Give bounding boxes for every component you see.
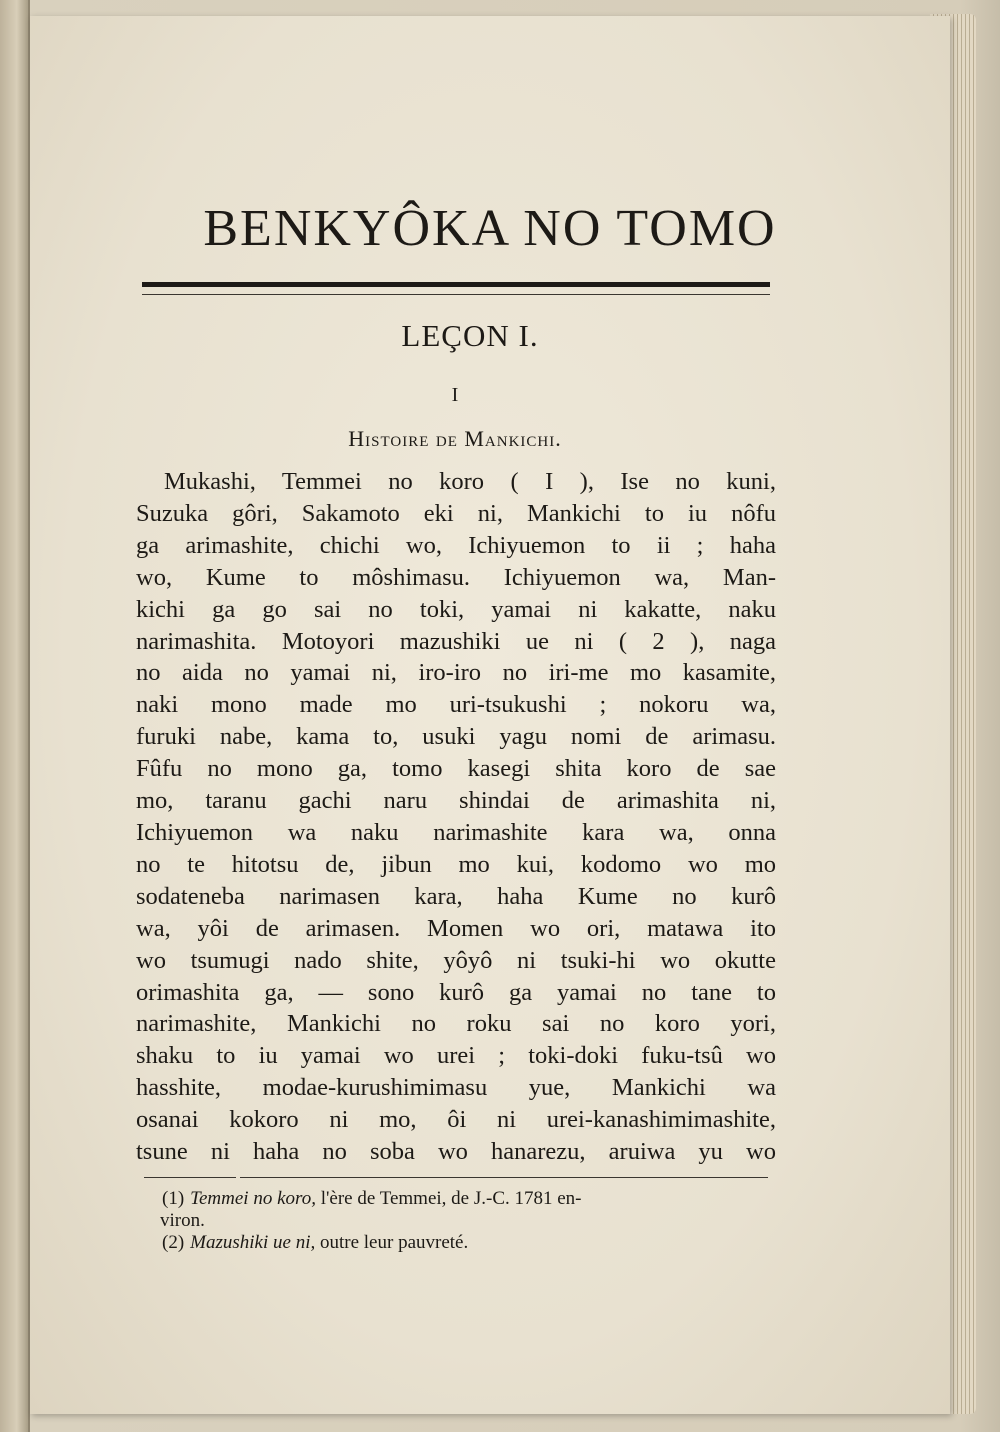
- section-title: Histoire de Mankichi.: [348, 426, 562, 451]
- body-line: naki mono made mo uri-tsukushi ; nokoru wa,: [136, 691, 776, 719]
- footnote-text: outre leur pauvreté.: [319, 1232, 469, 1253]
- footnote-1: [162, 1188, 777, 1210]
- body-line: narimashite, Mankichi no roku sai no koro yori,: [136, 1010, 776, 1038]
- footnote-mark: (2): [162, 1232, 185, 1253]
- body-line: orimashita ga, — sono kurô ga yamai no tane to: [136, 978, 776, 1006]
- footnote-2: [162, 1232, 777, 1254]
- body-line: mo, taranu gachi naru shindai de arimashita ni,: [136, 787, 776, 815]
- footnote-text: l'ère de Temmei, de J.-C. 1781 en-: [320, 1188, 582, 1209]
- lesson-heading: LEÇON I.: [401, 318, 539, 353]
- title-rule-thick: [142, 282, 770, 287]
- body-line: shaku to iu yamai wo urei ; toki-doki fuku-tsû wo: [136, 1042, 776, 1070]
- footnotes: [162, 1188, 777, 1254]
- body-line: Ichiyuemon wa naku narimashite kara wa, onna: [136, 818, 776, 846]
- body-line: sodateneba narimasen kara, haha Kume no kurô: [136, 882, 776, 910]
- body-line: wa, yôi de arimasen. Momen wo ori, matawa ito: [136, 914, 776, 942]
- footnote-term: Temmei no koro,: [190, 1188, 316, 1209]
- body-line: ga arimashite, chichi wo, Ichiyuemon to ii ; haha: [136, 531, 776, 559]
- footnote-1-continued: [160, 1210, 777, 1232]
- footnote-mark: (1): [162, 1188, 185, 1209]
- body-line: wo tsumugi nado shite, yôyô ni tsuki-hi wo okutte: [136, 946, 776, 974]
- title-rule-thin: [142, 294, 770, 295]
- body-line: tsune ni haha no soba wo hanarezu, aruiwa yu wo: [136, 1138, 776, 1166]
- body-text: [136, 466, 776, 1168]
- body-line: narimashita. Motoyori mazushiki ue ni ( 2 ), naga: [136, 627, 776, 655]
- body-line: Suzuka gôri, Sakamoto eki ni, Mankichi to iu nôfu: [136, 499, 776, 527]
- body-line: wo, Kume to môshimasu. Ichiyuemon wa, Man-: [136, 563, 776, 591]
- footnote-rule: [144, 1177, 236, 1178]
- body-line: hasshite, modae-kurushimimasu yue, Mankichi wa: [136, 1074, 776, 1102]
- footnote-rule: [240, 1177, 768, 1178]
- book-title: BENKYÔKA NO TOMO: [203, 200, 777, 257]
- footnote-term: Mazushiki ue ni,: [190, 1232, 316, 1253]
- footnote-text: viron.: [160, 1210, 205, 1231]
- body-line: no te hitotsu de, jibun mo kui, kodomo wo mo: [136, 850, 776, 878]
- body-line: osanai kokoro ni mo, ôi ni urei-kanashimimashite,: [136, 1106, 776, 1134]
- body-line: Mukashi, Temmei no koro ( I ), Ise no kuni,: [164, 468, 776, 495]
- body-line: furuki nabe, kama to, usuki yagu nomi de arimasu.: [136, 723, 776, 751]
- body-line: no aida no yamai ni, iro-iro no iri-me mo kasamite,: [136, 659, 776, 687]
- body-line: kichi ga go sai no toki, yamai ni kakatte, naku: [136, 595, 776, 623]
- facing-page-edge: [0, 0, 30, 1432]
- book-page: [30, 16, 950, 1414]
- body-line: Fûfu no mono ga, tomo kasegi shita koro de sae: [136, 755, 776, 783]
- section-number: I: [451, 384, 459, 406]
